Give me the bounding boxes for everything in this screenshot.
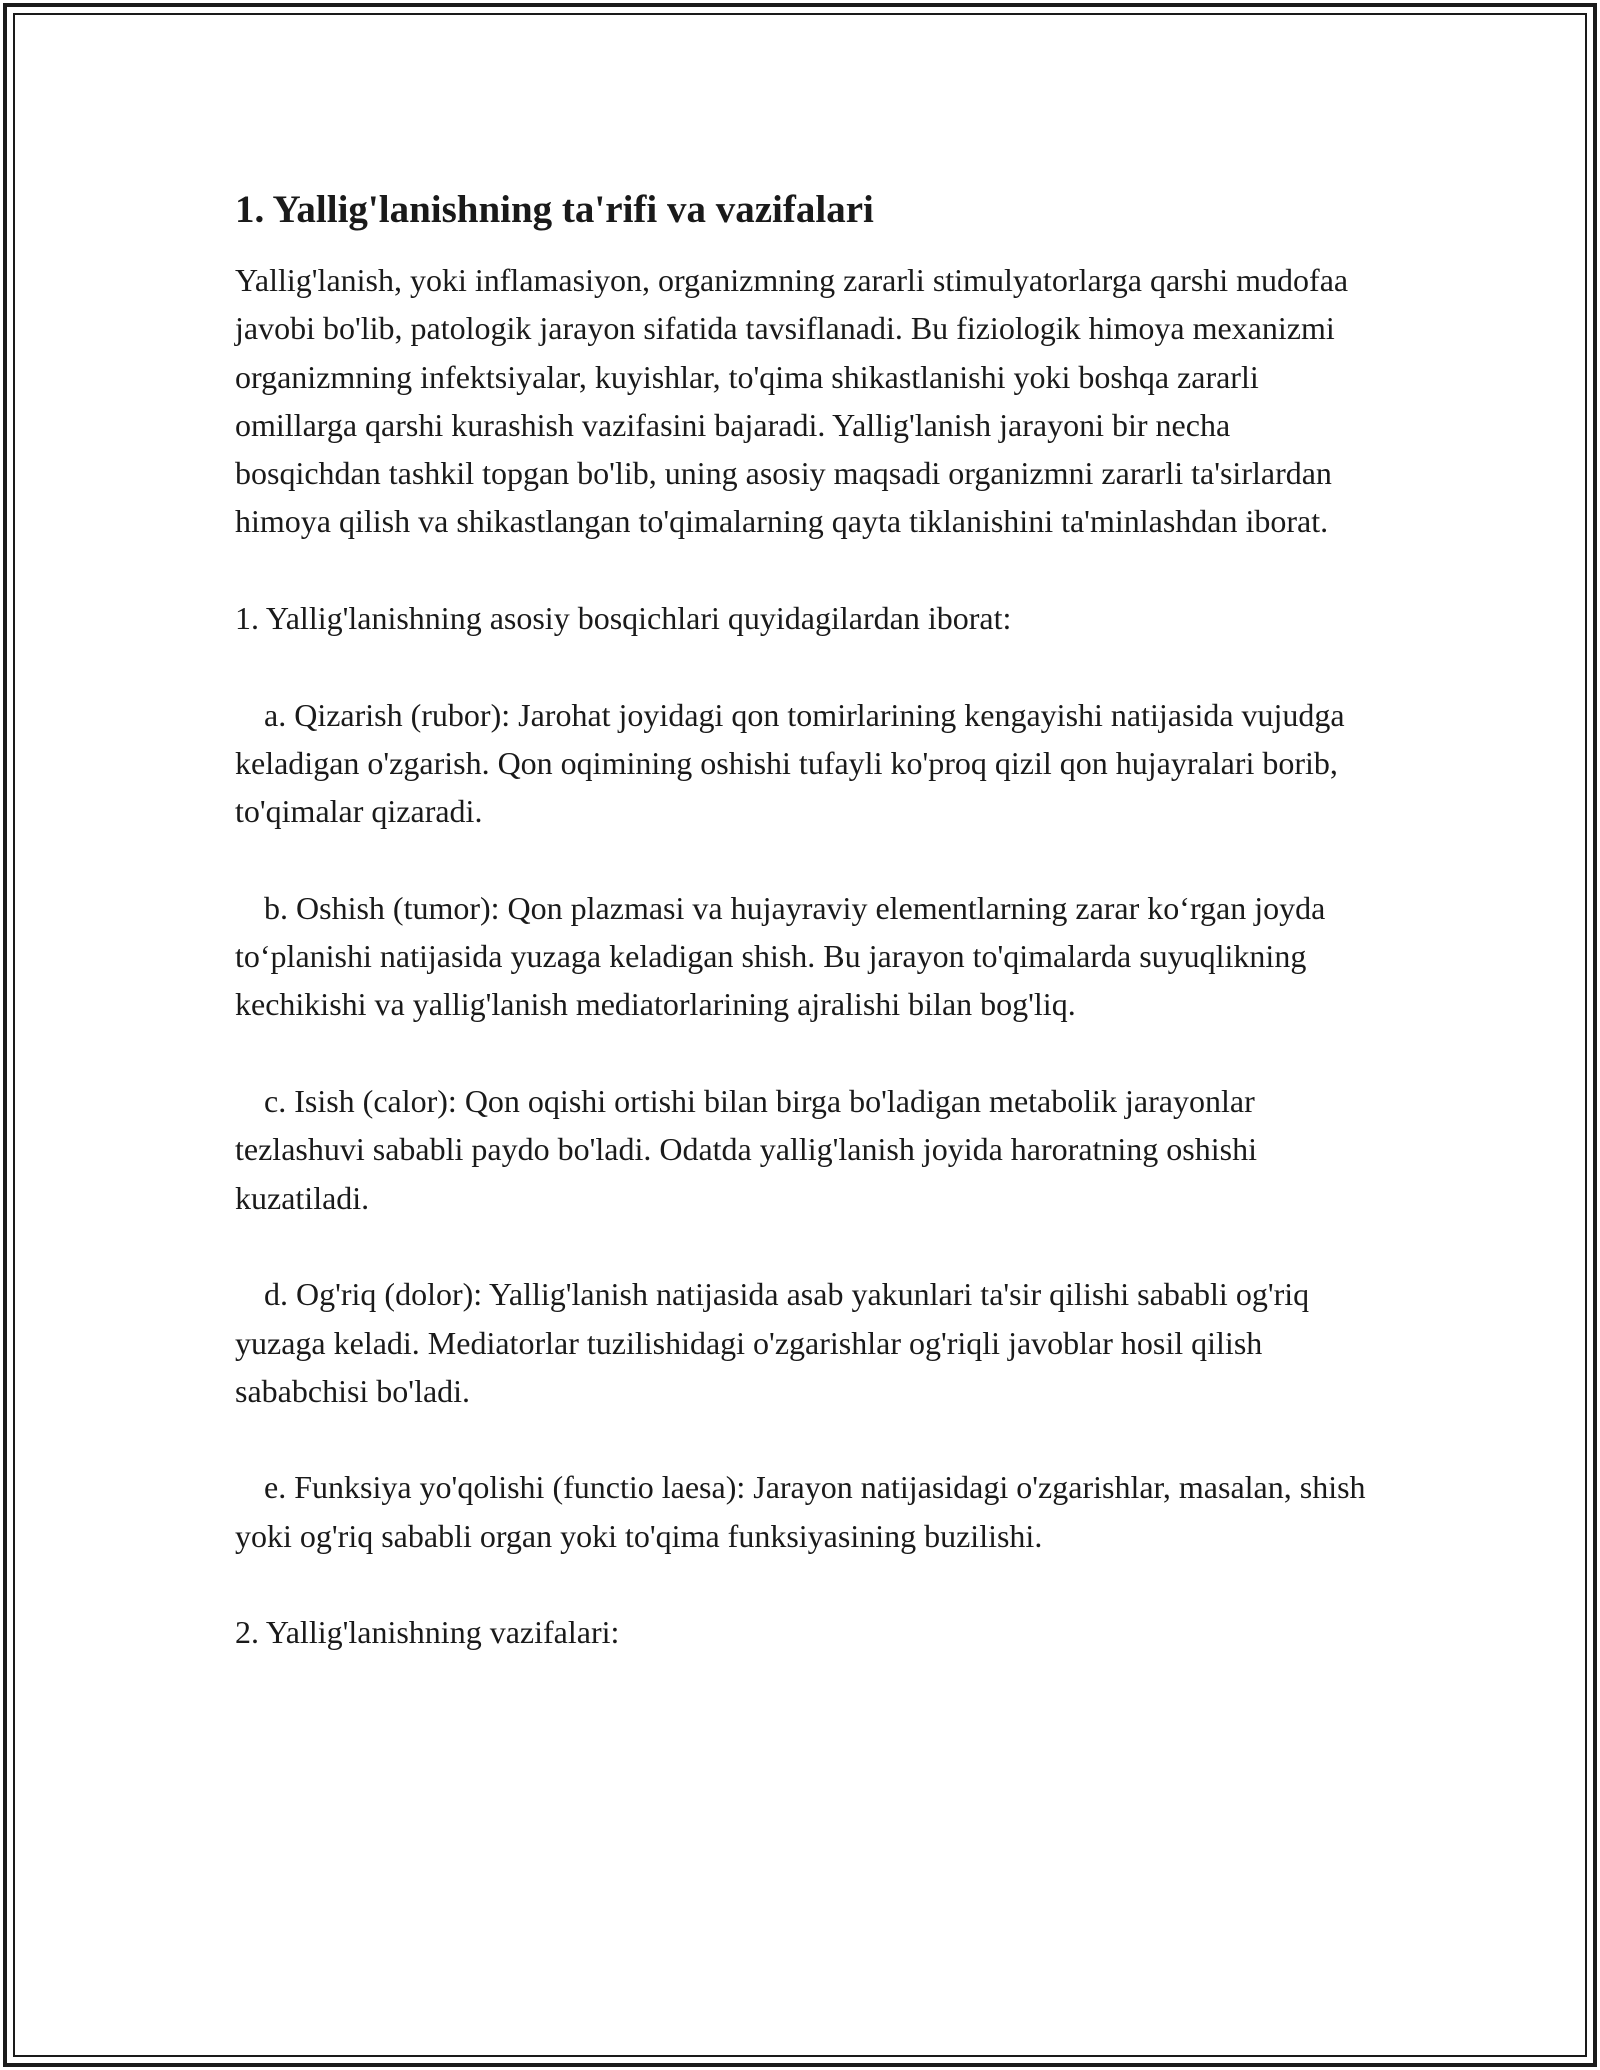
section-heading: 1. Yallig'lanishning ta'rifi va vazifalari: [235, 188, 874, 231]
stage-item-e: [235, 1463, 1375, 1560]
functions-title: 2. Yallig'lanishning vazifalari:: [235, 1614, 620, 1651]
stage-label: b. Oshish (tumor):: [264, 889, 500, 926]
stage-text: Jarohat joyidagi qon tomirlarining kengayishi natijasida vujudga keladigan o'zgarish. Qon oqimining oshishi tufayli ko'proq qizil qon hujayralari borib, to'qimalar qizaradi.: [235, 696, 1345, 830]
intro-paragraph: Yallig'lanish, yoki inflamasiyon, organizmning zararli stimulyatorlarga qarshi mudofaa javobi bo'lib, patologik jarayon sifatida tavsiflanadi. Bu fiziologik himoya mexanizmi organizmning infektsiyalar, kuyishlar, to'qima shikastlanishi yoki boshqa zararli omillarga qarshi kurashish vazifasini bajaradi. Yallig'lanish jarayoni bir necha bosqichdan tashkil topgan bo'lib, uning asosiy maqsadi organizmni zararli ta'sirlardan himoya qilish va shikastlangan to'qimalarning qayta tiklanishini ta'minlashdan iborat.: [235, 262, 1349, 540]
stage-label: a. Qizarish (rubor):: [264, 696, 511, 733]
stage-label: d. Og'riq (dolor):: [264, 1276, 483, 1313]
stage-item-d: [235, 1270, 1375, 1415]
stage-text: Yallig'lanish natijasida asab yakunlari ta'sir qilishi sababli og'riq yuzaga keladi. Mediatorlar tuzilishidagi o'zgarishlar og'riqli javoblar hosil qilish sababchisi bo'ladi.: [235, 1276, 1310, 1409]
stages-title: 1. Yallig'lanishning asosiy bosqichlari quyidagilardan iborat:: [235, 600, 1012, 637]
stage-text: Qon oqishi ortishi bilan birga bo'ladigan metabolik jarayonlar tezlashuvi sababli paydo bo'ladi. Odatda yallig'lanish joyida haroratning oshishi kuzatiladi.: [235, 1083, 1257, 1216]
stage-item-a: [235, 691, 1375, 836]
stage-text: Qon plazmasi va hujayraviy elementlarning zarar koʻrgan joyda toʻplanishi natijasida yuzaga keladigan shish. Bu jarayon to'qimalarda suyuqlikning kechikishi va yallig'lanish mediatorlarining ajralishi bilan bog'liq.: [235, 889, 1326, 1023]
document-body: [235, 184, 1375, 1657]
stage-text: Jarayon natijasidagi o'zgarishlar, masalan, shish yoki og'riq sababli organ yoki to'qima funksiyasining buzilishi.: [235, 1469, 1366, 1554]
stage-label: e. Funksiya yo'qolishi (functio laesa):: [264, 1469, 746, 1506]
stage-item-c: [235, 1077, 1375, 1222]
stage-label: c. Isish (calor):: [264, 1083, 457, 1120]
stage-item-b: [235, 884, 1375, 1029]
